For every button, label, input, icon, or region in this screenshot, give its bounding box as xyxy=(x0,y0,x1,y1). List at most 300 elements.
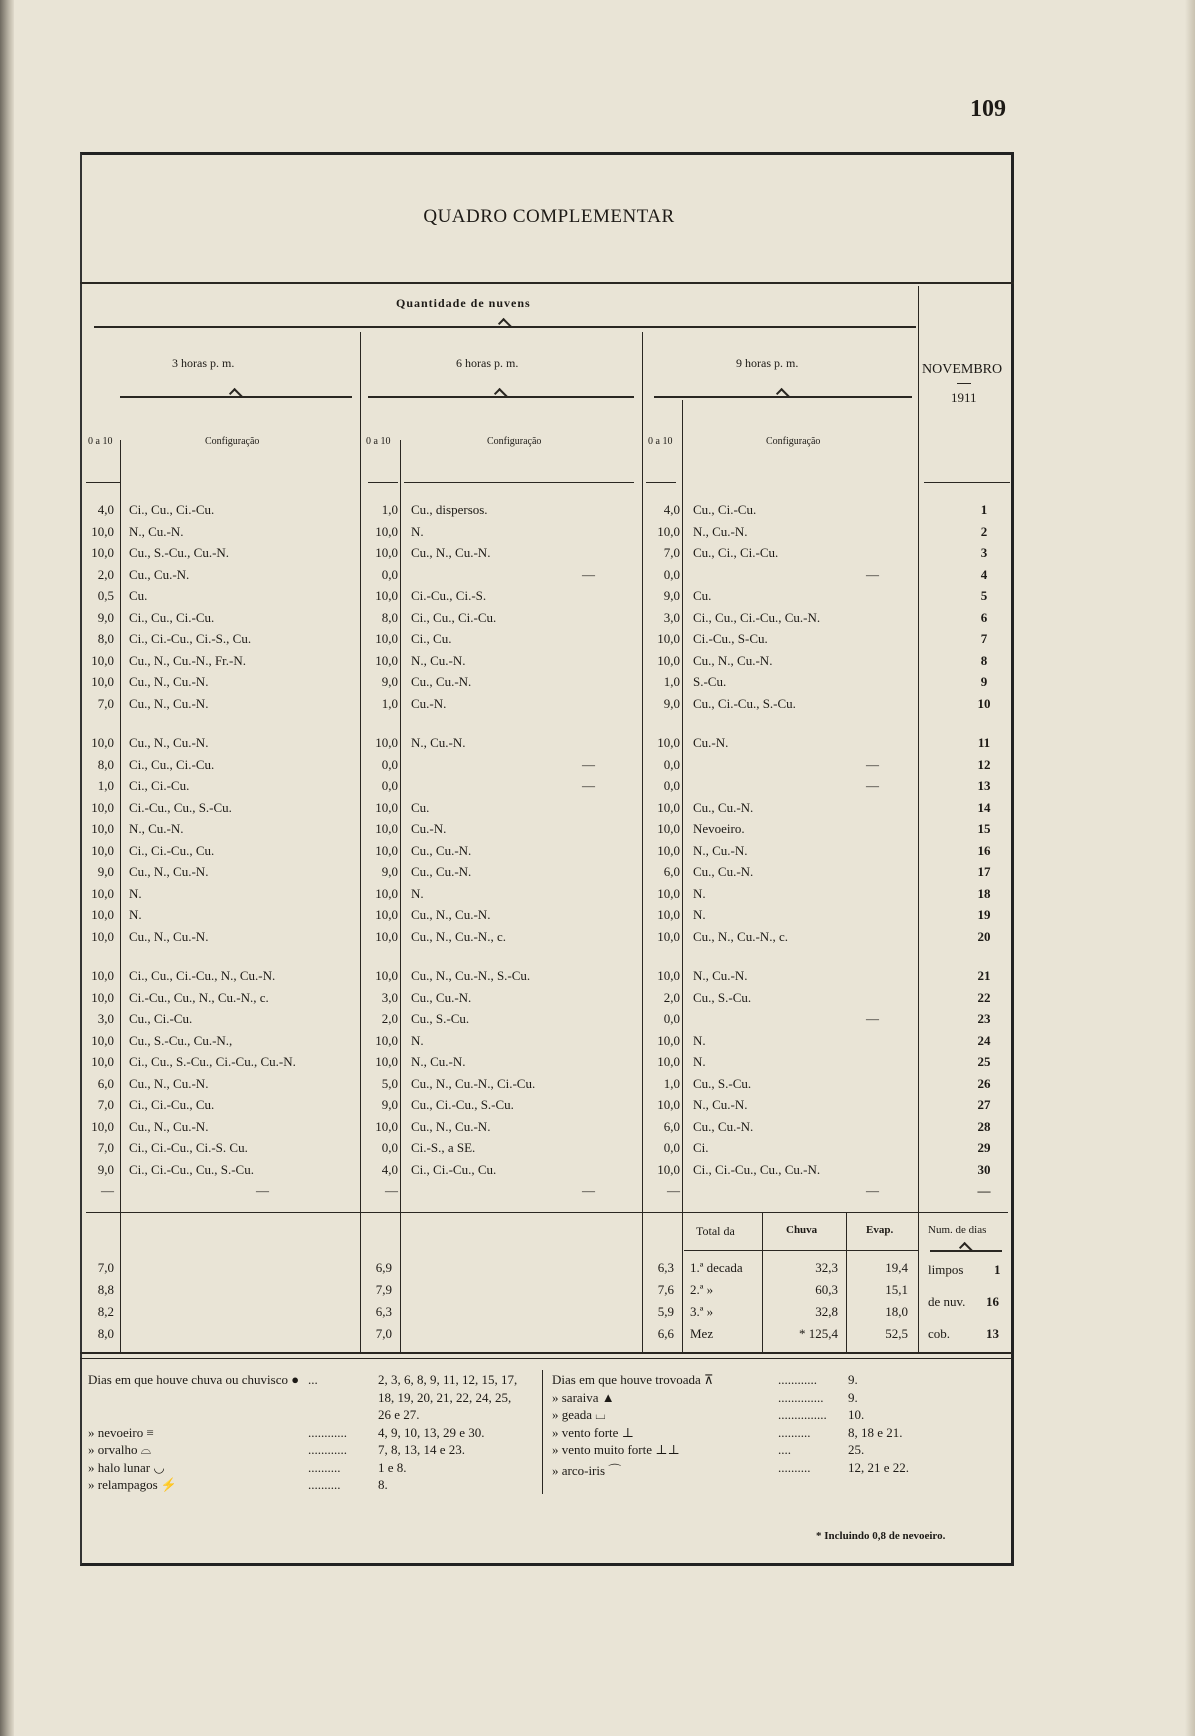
cloud-amount-3pm: — xyxy=(101,1183,114,1198)
table-row xyxy=(86,968,1012,989)
cloud-amount-9pm: 10,0 xyxy=(657,1054,680,1069)
cloud-config-3pm: Ci.-Cu., Cu., S.-Cu. xyxy=(129,799,232,815)
cloud-config-6pm: Cu., N., Cu.-N., c. xyxy=(411,928,506,944)
cloud-config-3pm: — xyxy=(256,1183,269,1198)
day-number: 12 xyxy=(977,756,991,772)
evap-total: 52,5 xyxy=(885,1326,908,1341)
cloud-amount-9pm: 10,0 xyxy=(657,907,680,922)
cloud-amount-6pm: 8,0 xyxy=(381,609,398,625)
summary-rule-bottom xyxy=(80,1352,1012,1354)
cloud-amount-6pm: 10,0 xyxy=(375,968,398,983)
cloud-amount-9pm: 10,0 xyxy=(657,652,680,668)
cloud-config-3pm: Ci., Ci.-Cu., Cu. xyxy=(129,1097,215,1112)
cloud-config-3pm: Ci., Ci.-Cu., Cu. xyxy=(129,842,215,858)
cloud-amount-9pm: 10,0 xyxy=(657,842,680,858)
cloud-amount-9pm: 9,0 xyxy=(663,588,680,603)
table-row xyxy=(86,545,1012,566)
cloud-amount-3pm: 2,0 xyxy=(97,566,114,582)
cloud-amount-9pm: 0,0 xyxy=(663,778,680,793)
day-number: 19 xyxy=(977,907,991,922)
summary-rule-top xyxy=(86,1212,1008,1213)
cloud-config-6pm: Cu., dispersos. xyxy=(411,502,488,517)
cloud-config-6pm: Ci., Cu. xyxy=(411,631,452,646)
summary-vline-a xyxy=(762,1212,763,1352)
cloud-amount-3pm: 10,0 xyxy=(91,523,114,539)
day-number: 16 xyxy=(977,842,991,858)
cloud-config-3pm: Ci., Ci.-Cu., Cu., S.-Cu. xyxy=(129,1161,254,1177)
table-row xyxy=(86,821,1012,842)
footer-label: » relampagos ⚡ xyxy=(88,1477,178,1492)
cloud-amount-9pm: 10,0 xyxy=(657,968,680,983)
period-label: 3.ª » xyxy=(690,1304,714,1319)
cloud-config-9pm: Cu., Cu.-N. xyxy=(693,1118,754,1134)
footer-leader-dots: ............ xyxy=(308,1424,347,1440)
cloud-amount-3pm: 9,0 xyxy=(97,609,114,625)
footer-days: 4, 9, 10, 13, 29 e 30. xyxy=(378,1424,485,1440)
cloud-config-9pm: Cu., N., Cu.-N., c. xyxy=(693,928,788,944)
cloud-config-3pm: Ci., Cu., S.-Cu., Ci.-Cu., Cu.-N. xyxy=(129,1054,296,1069)
day-number: 17 xyxy=(977,864,991,879)
cloud-config-9pm: — xyxy=(866,566,879,582)
cloud-config-3pm: Cu., N., Cu.-N. xyxy=(129,1118,209,1134)
cloud-config-9pm: N. xyxy=(693,885,706,901)
cloud-config-6pm: Cu., N., Cu.-N. xyxy=(411,545,491,560)
cloud-amount-3pm: 6,0 xyxy=(97,1075,114,1091)
rain-total: * 125,4 xyxy=(799,1326,838,1341)
table-row xyxy=(86,886,1012,907)
limpos-label: limpos xyxy=(928,1262,964,1277)
cloud-amount-3pm: 4,0 xyxy=(97,502,114,517)
cloud-amount-6pm: 10,0 xyxy=(375,1054,398,1069)
table-row xyxy=(86,1033,1012,1054)
cloud-amount-6pm: 10,0 xyxy=(375,907,398,922)
cloud-config-9pm: Cu., S.-Cu. xyxy=(693,1075,752,1091)
cloud-amount-9pm: 7,0 xyxy=(663,545,680,560)
summary-num-head: Num. de dias xyxy=(928,1224,987,1236)
table-row xyxy=(86,653,1012,674)
cloud-amount-3pm: 10,0 xyxy=(91,652,114,668)
cloud-config-3pm: Cu., N., Cu.-N. xyxy=(129,864,209,879)
cloud-config-6pm: Cu.-N. xyxy=(411,821,447,836)
config-head-2: Configuração xyxy=(487,436,542,447)
cloud-amount-6pm: 10,0 xyxy=(375,821,398,836)
cloud-config-6pm: Cu., Cu.-N. xyxy=(411,674,472,689)
cloud-amount-6pm: 3,0 xyxy=(381,989,398,1005)
cloud-amount-3pm: 8,0 xyxy=(97,631,114,646)
table-row xyxy=(86,1076,1012,1097)
day-number: 7 xyxy=(980,631,988,646)
day-number: — xyxy=(977,1183,991,1198)
cloud-amount-6pm: 10,0 xyxy=(375,885,398,901)
cloud-amount-9pm: 10,0 xyxy=(657,821,680,836)
footer-leader-dots: .......... xyxy=(778,1424,811,1440)
table-row xyxy=(86,696,1012,717)
scale-head-3: 0 a 10 xyxy=(648,436,673,447)
cloud-config-6pm: Cu., Cu.-N. xyxy=(411,864,472,879)
cloud-config-6pm: — xyxy=(582,566,595,582)
evap-total: 19,4 xyxy=(885,1260,908,1275)
cloud-amount-6pm: 0,0 xyxy=(381,566,398,582)
cloud-amount-3pm: 10,0 xyxy=(91,674,114,689)
table-row xyxy=(86,1119,1012,1140)
cloud-config-9pm: N. xyxy=(693,907,706,922)
footer-days: 26 e 27. xyxy=(378,1407,420,1422)
cloud-config-3pm: Cu., N., Cu.-N., Fr.-N. xyxy=(129,652,247,668)
cloud-config-3pm: N. xyxy=(129,907,142,922)
day-number: 28 xyxy=(977,1118,991,1134)
cloud-amount-6pm: 0,0 xyxy=(381,1140,398,1155)
cloud-config-9pm: N., Cu.-N. xyxy=(693,523,748,539)
cloud-amount-9pm: 3,0 xyxy=(663,609,680,625)
cloud-config-6pm: Ci.-S., a SE. xyxy=(411,1140,476,1155)
cloud-amount-9pm: 2,0 xyxy=(663,989,680,1005)
footer-leader-dots: .... xyxy=(778,1442,791,1457)
cloud-amount-9pm: 10,0 xyxy=(657,1097,680,1112)
day-number: 29 xyxy=(977,1140,991,1155)
cloud-config-6pm: N. xyxy=(411,885,424,901)
cloud-amount-9pm: 10,0 xyxy=(657,523,680,539)
summary-rule-bottom2 xyxy=(80,1358,1012,1359)
cloud-amount-9pm: 6,0 xyxy=(663,864,680,879)
table-row xyxy=(86,864,1012,885)
head-rule-c xyxy=(646,482,676,483)
cloud-config-9pm: Ci., Ci.-Cu., Cu., Cu.-N. xyxy=(693,1161,821,1177)
cloud-amount-3pm: 10,0 xyxy=(91,1032,114,1048)
cloud-config-9pm: — xyxy=(866,1183,879,1198)
day-number: 13 xyxy=(977,778,991,793)
day-number: 25 xyxy=(977,1054,991,1069)
time-header-9pm: 9 horas p. m. xyxy=(736,356,799,370)
month-label: NOVEMBRO xyxy=(922,362,1003,377)
table-row xyxy=(86,1162,1012,1183)
cloud-amount-3pm: 10,0 xyxy=(91,885,114,901)
scale-head-1: 0 a 10 xyxy=(88,436,113,447)
cloud-amount-9pm: 10,0 xyxy=(657,1032,680,1048)
cloud-amount-9pm: 1,0 xyxy=(663,674,680,689)
cloud-config-3pm: Ci., Ci.-Cu., Ci.-S., Cu. xyxy=(129,631,252,646)
cloud-config-6pm: Cu., N., Cu.-N., Ci.-Cu. xyxy=(411,1075,536,1091)
cloud-config-6pm: — xyxy=(582,778,595,793)
cloud-amount-3pm: 7,0 xyxy=(97,1140,114,1155)
table-row xyxy=(86,1183,1012,1204)
footer-days: 12, 21 e 22. xyxy=(848,1459,910,1475)
cloud-config-9pm: Cu., Cu.-N. xyxy=(693,864,754,879)
cob-label: cob. xyxy=(928,1326,951,1341)
cloud-amount-3pm: 10,0 xyxy=(91,799,114,815)
cloud-config-9pm: N., Cu.-N. xyxy=(693,842,748,858)
footer-leader-dots: ............ xyxy=(308,1442,347,1457)
scale-head-2: 0 a 10 xyxy=(366,436,391,447)
cloud-amount-6pm: — xyxy=(385,1183,398,1198)
cloud-amount-9pm: 0,0 xyxy=(663,1140,680,1155)
cloud-config-3pm: Cu., N., Cu.-N. xyxy=(129,695,209,711)
mean-3pm: 8,0 xyxy=(97,1326,114,1341)
footer-label: » vento muito forte ⊥⊥ xyxy=(552,1442,680,1457)
cloud-amount-9pm: 0,0 xyxy=(663,756,680,772)
footer-leader-dots: .......... xyxy=(778,1459,811,1475)
cloud-config-6pm: — xyxy=(582,756,595,772)
cloud-config-3pm: N. xyxy=(129,885,142,901)
denuv-label: de nuv. xyxy=(928,1294,966,1309)
cloud-config-3pm: N., Cu.-N. xyxy=(129,821,184,836)
cloud-config-3pm: Cu., N., Cu.-N. xyxy=(129,1075,209,1091)
footer-leader-dots: ............... xyxy=(778,1407,827,1422)
footer-label: Dias em que houve chuva ou chuvisco ● xyxy=(88,1372,300,1387)
day-number: 30 xyxy=(977,1161,991,1177)
table-row xyxy=(86,757,1012,778)
footer-days: 10. xyxy=(848,1407,865,1422)
day-number: 8 xyxy=(980,652,988,668)
cloud-amount-3pm: 8,0 xyxy=(97,756,114,772)
cloud-config-6pm: Cu., Cu.-N. xyxy=(411,989,472,1005)
cloud-amount-3pm: 10,0 xyxy=(91,735,114,750)
day-number: 10 xyxy=(977,695,991,711)
cloud-amount-6pm: 1,0 xyxy=(381,695,398,711)
cloud-amount-3pm: 7,0 xyxy=(97,1097,114,1112)
time-header-3pm: 3 horas p. m. xyxy=(172,356,235,370)
cloud-amount-9pm: 10,0 xyxy=(657,735,680,750)
footer-divider xyxy=(542,1370,543,1494)
cloud-config-9pm: Cu., Cu.-N. xyxy=(693,799,754,815)
table-row xyxy=(86,1097,1012,1118)
day-number: 15 xyxy=(977,821,991,836)
table-row xyxy=(86,524,1012,545)
cloud-config-6pm: — xyxy=(582,1183,595,1198)
cloud-config-3pm: Cu., S.-Cu., Cu.-N. xyxy=(129,545,230,560)
day-number: 2 xyxy=(980,523,988,539)
cloud-config-9pm: N., Cu.-N. xyxy=(693,1097,748,1112)
summary-num-brace xyxy=(930,1250,1002,1258)
cloud-config-6pm: Cu.-N. xyxy=(411,695,447,711)
cloud-amount-6pm: 10,0 xyxy=(375,735,398,750)
day-number: 27 xyxy=(977,1097,991,1112)
cloud-config-9pm: — xyxy=(866,1011,879,1026)
table-row xyxy=(86,929,1012,950)
summary-head-rule xyxy=(684,1250,918,1251)
footer-days: 2, 3, 6, 8, 9, 11, 12, 15, 17, xyxy=(378,1372,518,1387)
cloud-config-3pm: Cu., N., Cu.-N. xyxy=(129,674,209,689)
cloud-config-9pm: N. xyxy=(693,1032,706,1048)
cloud-amount-6pm: 9,0 xyxy=(381,1097,398,1112)
period-label: 2.ª » xyxy=(690,1282,714,1297)
cloud-amount-9pm: 1,0 xyxy=(663,1075,680,1091)
cloud-config-3pm: Ci., Cu., Ci.-Cu., N., Cu.-N. xyxy=(129,968,276,983)
cloud-amount-9pm: 10,0 xyxy=(657,885,680,901)
cloud-amount-3pm: 10,0 xyxy=(91,928,114,944)
cloud-config-6pm: Cu., S.-Cu. xyxy=(411,1011,470,1026)
cloud-config-9pm: Cu., Ci.-Cu., S.-Cu. xyxy=(693,695,796,711)
cloud-config-6pm: Ci., Ci.-Cu., Cu. xyxy=(411,1161,497,1177)
mean-6pm: 6,3 xyxy=(375,1304,392,1319)
mean-6pm: 7,0 xyxy=(375,1326,392,1341)
cloud-amount-3pm: 10,0 xyxy=(91,821,114,836)
summary-evap-head: Evap. xyxy=(866,1224,894,1236)
cloud-config-9pm: N., Cu.-N. xyxy=(693,968,748,983)
cloud-amount-6pm: 9,0 xyxy=(381,674,398,689)
cloud-config-6pm: Ci., Cu., Ci.-Cu. xyxy=(411,609,497,625)
cloud-config-3pm: Ci., Cu., Ci.-Cu. xyxy=(129,502,215,517)
cloud-amount-3pm: 10,0 xyxy=(91,545,114,560)
footer-days: 9. xyxy=(848,1372,858,1387)
cloud-amount-6pm: 10,0 xyxy=(375,631,398,646)
cloud-config-3pm: Ci., Ci.-Cu. xyxy=(129,778,190,793)
title-rule xyxy=(80,282,1014,284)
cloud-amount-3pm: 0,5 xyxy=(97,588,114,603)
day-number: 18 xyxy=(977,885,991,901)
cloud-config-9pm: Cu., N., Cu.-N. xyxy=(693,652,773,668)
footer-label: » geada ⌴ xyxy=(552,1407,606,1422)
cloud-amount-9pm: 10,0 xyxy=(657,1161,680,1177)
cloud-amount-3pm: 9,0 xyxy=(97,1161,114,1177)
cloud-config-9pm: S.-Cu. xyxy=(693,674,727,689)
month-dash xyxy=(957,383,971,384)
footer-leader-dots: .......... xyxy=(308,1459,341,1475)
cloud-amount-3pm: 10,0 xyxy=(91,1118,114,1134)
cloud-amount-6pm: 10,0 xyxy=(375,1032,398,1048)
cloud-config-6pm: Cu., N., Cu.-N. xyxy=(411,1118,491,1134)
brace-6pm xyxy=(368,396,634,404)
footer-label: » arco-iris ⌒ xyxy=(552,1462,622,1478)
day-number: 6 xyxy=(980,609,988,625)
cloud-amount-9pm: 4,0 xyxy=(663,502,680,517)
footer-days: 9. xyxy=(848,1389,858,1405)
period-label: Mez xyxy=(690,1326,714,1341)
mean-9pm: 6,6 xyxy=(657,1326,674,1341)
table-row xyxy=(86,567,1012,588)
cloud-config-3pm: Cu., S.-Cu., Cu.-N., xyxy=(129,1032,233,1048)
brace-3pm xyxy=(120,396,352,404)
table-row xyxy=(86,735,1012,756)
mean-9pm: 7,6 xyxy=(657,1282,674,1297)
table-row xyxy=(86,1140,1012,1161)
cloud-amount-6pm: 10,0 xyxy=(375,523,398,539)
day-number: 21 xyxy=(977,968,991,983)
cloud-config-3pm: Ci., Cu., Ci.-Cu. xyxy=(129,609,215,625)
day-number: 5 xyxy=(980,588,988,603)
day-number: 4 xyxy=(980,566,988,582)
cloud-amount-6pm: 10,0 xyxy=(375,588,398,603)
footer-label: Dias em que houve trovoada ⊼ xyxy=(552,1372,714,1387)
cloud-config-9pm: N. xyxy=(693,1054,706,1069)
cloud-config-9pm: Ci., Cu., Ci.-Cu., Cu.-N. xyxy=(693,609,821,625)
cloud-config-9pm: Cu., Ci.-Cu. xyxy=(693,502,757,517)
brace-9pm xyxy=(654,396,912,404)
cloud-config-6pm: Ci.-Cu., Ci.-S. xyxy=(411,588,487,603)
cloud-amount-9pm: 0,0 xyxy=(663,1011,680,1026)
evap-total: 18,0 xyxy=(885,1304,908,1319)
footer-days: 1 e 8. xyxy=(378,1459,407,1475)
cloud-amount-6pm: 0,0 xyxy=(381,778,398,793)
footer-leader-dots: ... xyxy=(308,1372,318,1387)
mean-3pm: 8,2 xyxy=(97,1304,114,1319)
group-header: Quantidade de nuvens xyxy=(396,296,531,310)
cloud-config-9pm: Cu. xyxy=(693,588,712,603)
table-row xyxy=(86,610,1012,631)
cloud-config-6pm: Cu., N., Cu.-N. xyxy=(411,907,491,922)
rain-total: 32,3 xyxy=(815,1260,838,1275)
cloud-amount-6pm: 10,0 xyxy=(375,799,398,815)
head-rule-b xyxy=(368,482,398,483)
footer-label: » nevoeiro ≡ xyxy=(88,1424,154,1440)
footnote: * Incluindo 0,8 de nevoeiro. xyxy=(816,1530,946,1542)
head-rule-d xyxy=(404,482,634,483)
cloud-amount-9pm: — xyxy=(667,1183,680,1198)
cloud-amount-6pm: 10,0 xyxy=(375,545,398,560)
cloud-config-9pm: Nevoeiro. xyxy=(693,821,745,836)
cloud-config-9pm: Ci. xyxy=(693,1140,709,1155)
table-title: QUADRO COMPLEMENTAR xyxy=(423,206,675,227)
evap-total: 15,1 xyxy=(885,1282,908,1297)
cloud-config-9pm: — xyxy=(866,778,879,793)
cloud-amount-9pm: 0,0 xyxy=(663,566,680,582)
cloud-amount-3pm: 7,0 xyxy=(97,695,114,711)
cloud-amount-6pm: 0,0 xyxy=(381,756,398,772)
page-right-edge xyxy=(1185,0,1195,1736)
head-rule-a xyxy=(86,482,120,483)
footer-label: » halo lunar ◡ xyxy=(88,1459,165,1475)
table-row xyxy=(86,778,1012,799)
cloud-config-6pm: N. xyxy=(411,1032,424,1048)
cloud-config-6pm: Cu. xyxy=(411,799,430,815)
cloud-amount-9pm: 6,0 xyxy=(663,1118,680,1134)
cloud-config-6pm: Cu., Ci.-Cu., S.-Cu. xyxy=(411,1097,514,1112)
denuv-value: 16 xyxy=(986,1294,999,1309)
footer-leader-dots: ............ xyxy=(778,1372,817,1387)
table-row xyxy=(86,1054,1012,1075)
mean-3pm: 8,8 xyxy=(97,1282,114,1297)
cloud-amount-6pm: 10,0 xyxy=(375,842,398,858)
table-row xyxy=(86,502,1012,523)
footer-leader-dots: .............. xyxy=(778,1389,824,1405)
page-number: 109 xyxy=(970,96,1006,122)
cloud-config-3pm: Cu., Ci.-Cu. xyxy=(129,1011,193,1026)
cloud-amount-3pm: 9,0 xyxy=(97,864,114,879)
config-head-1: Configuração xyxy=(205,436,260,447)
cloud-amount-3pm: 10,0 xyxy=(91,968,114,983)
cob-value: 13 xyxy=(986,1326,999,1341)
page-binding-edge xyxy=(0,0,14,1736)
rain-total: 32,8 xyxy=(815,1304,838,1319)
cloud-config-9pm: Cu., S.-Cu. xyxy=(693,989,752,1005)
table-row xyxy=(86,800,1012,821)
cloud-config-3pm: Cu., Cu.-N. xyxy=(129,566,190,582)
cloud-config-6pm: N., Cu.-N. xyxy=(411,735,466,750)
footer-label: » saraiva ▲ xyxy=(552,1389,615,1405)
day-number: 24 xyxy=(977,1032,991,1048)
cloud-config-9pm: — xyxy=(866,756,879,772)
cloud-amount-9pm: 10,0 xyxy=(657,631,680,646)
cloud-amount-6pm: 4,0 xyxy=(381,1161,398,1177)
table-row xyxy=(86,631,1012,652)
table-row xyxy=(86,1011,1012,1032)
footer-days: 18, 19, 20, 21, 22, 24, 25, xyxy=(378,1389,512,1405)
cloud-amount-6pm: 10,0 xyxy=(375,652,398,668)
footer-days: 7, 8, 13, 14 e 23. xyxy=(378,1442,466,1457)
mean-9pm: 6,3 xyxy=(657,1260,674,1275)
mean-6pm: 6,9 xyxy=(375,1260,392,1275)
table-row xyxy=(86,843,1012,864)
cloud-amount-3pm: 3,0 xyxy=(97,1011,114,1026)
cloud-config-9pm: Cu., Ci., Ci.-Cu. xyxy=(693,545,779,560)
cloud-config-3pm: Cu. xyxy=(129,588,148,603)
footer-label: » orvalho ⌓ xyxy=(88,1442,151,1457)
summary-vline-b xyxy=(846,1212,847,1352)
table-row xyxy=(86,588,1012,609)
cloud-config-3pm: Ci., Cu., Ci.-Cu. xyxy=(129,756,215,772)
day-number: 22 xyxy=(977,989,991,1005)
cloud-amount-3pm: 1,0 xyxy=(97,778,114,793)
cloud-amount-6pm: 2,0 xyxy=(381,1011,398,1026)
